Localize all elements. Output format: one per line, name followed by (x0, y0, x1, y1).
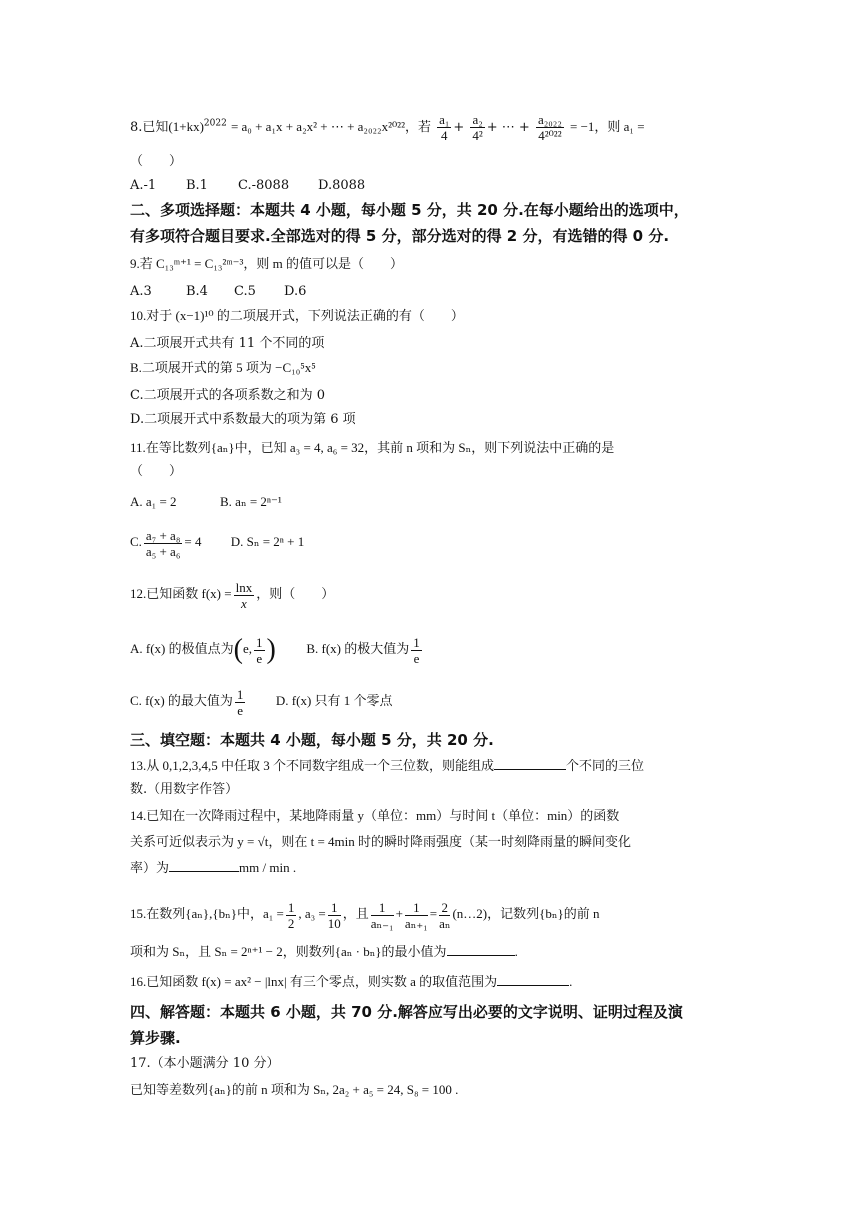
q12-options-ab: A. f(x) 的极值点为(e, $\frac{1}{e}$ ) B. f(x) 的极大值为 $\frac{1}{e}$ (130, 634, 420, 666)
q12-option-a-point: e, (242, 641, 252, 656)
q12-stem-tail: ，则（ ） (256, 586, 335, 601)
question-8-stem: 8.已知$(1+kx)^{2022} = a_0 + a_1x + a_2x^2$ + ⋯ + a₂₀₂₂x²⁰²²，若 $\frac{\text{a₁}}{4}$ + $\frac{\text{a₂}}{\text{4²}}$ + ⋯ + $\frac{\text{a₂₀₂₂}}{\text{4²⁰²²}}$ = −1，则 a₁ = (130, 112, 645, 143)
q13-answer-blank[interactable] (494, 757, 566, 770)
q12-b-num: 1 (413, 634, 420, 650)
question-9-stem: 9.若 C₁₃ᵐ⁺¹ = C₁₃²ᵐ⁻³，则 m 的值可以是（ ） (130, 256, 404, 271)
q8-f3-num: a₂₀₂₂ (537, 112, 562, 127)
q8-prefix: 8.已知 (130, 120, 169, 135)
q15-f3-num: 1 (371, 900, 394, 916)
q12-option-c-label: C. f(x) 的最大值为 (130, 693, 233, 708)
q12-options-cd (130, 680, 393, 722)
q15-tail: (n…2)，记数列{bₙ}的前 n (452, 906, 600, 921)
q12-b-den: e (413, 650, 420, 666)
q15-fraction-a3 (328, 900, 341, 931)
q11-options-cd (130, 522, 304, 562)
q15-prefix: 15.在数列{aₙ},{bₙ}中，a₁ = (130, 906, 284, 921)
q15-f2-den: 10 (327, 915, 341, 931)
q11-option-d: D. Sₙ = 2ⁿ + 1 (230, 534, 305, 549)
q15-f4-num: 1 (405, 900, 428, 916)
q11-option-c-fraction (144, 528, 182, 559)
question-15-line-2 (130, 942, 518, 962)
q8-f2-den: 4² (472, 128, 483, 143)
q12-option-a-fraction (254, 635, 265, 666)
q12-option-b-label: B. f(x) 的极大值为 (306, 641, 410, 656)
question-14-line-2: 关系可近似表示为 y = √t，则在 t = 4min 时的瞬时降雨强度（某一时刻降雨量的瞬间变化 (130, 834, 631, 849)
q15-f4-den: aₙ₊₁ (404, 915, 428, 931)
q11-option-c-label: C. (130, 534, 142, 549)
q15-f5-num: 2 (439, 900, 450, 916)
q8-f3-den: 4²⁰²² (538, 128, 562, 143)
q15-text-b: . (514, 944, 518, 959)
q12-option-d: D. f(x) 只有 1 个零点 (275, 693, 393, 708)
q14-answer-blank[interactable] (169, 859, 239, 872)
q8-paren: （ ） (130, 154, 183, 169)
q12-option-a-label: A. f(x) 的极值点为 (130, 641, 234, 656)
q12-option-c-fraction (235, 687, 246, 718)
q9-option-b: B.4 (186, 284, 208, 299)
q11-option-c-tail: = 4 (184, 534, 202, 549)
q12-c-den: e (237, 702, 244, 718)
question-16 (130, 972, 572, 992)
q15-f2-num: 1 (328, 900, 341, 916)
q8-option-a: A.-1 (130, 178, 157, 193)
q10-option-d: D.二项展开式中系数最大的项为第 6 项 (130, 412, 356, 427)
q15-text-a: 项和为 Sₙ，且 Sₙ = 2ⁿ⁺¹ − 2，则数列{aₙ · bₙ}的最小值为 (130, 944, 447, 959)
q8-f2-num: a₂ (472, 112, 483, 127)
q14-text-b: mm / min . (239, 860, 297, 875)
q10-option-a: A.二项展开式共有 11 个不同的项 (130, 336, 325, 351)
q15-f1-num: 1 (287, 899, 295, 915)
q15-mid2: ，且 (342, 906, 369, 921)
q16-text-b: . (569, 974, 573, 989)
q16-text-a: 16.已知函数 f(x) = ax² − |lnx| 有三个零点，则实数 a 的取值范围为 (130, 974, 498, 989)
question-13-line-2: 数.（用数字作答） (130, 782, 239, 797)
q11-c-den: a₅ + a₆ (145, 543, 181, 559)
question-17-stem: 已知等差数列{aₙ}的前 n 项和为 Sₙ, 2a₂ + a₅ = 24, S₈ = 100 . (130, 1082, 459, 1097)
q12-stem-den: x (241, 595, 247, 611)
q16-answer-blank[interactable] (497, 973, 569, 986)
q12-a-num: 1 (256, 634, 263, 650)
q13-text-b: 个不同的三位 (566, 758, 645, 773)
q11-c-num: a₇ + a₈ (145, 527, 181, 543)
q10-option-b: B.二项展开式的第 5 项为 −C₁₀⁵x⁵ (130, 360, 316, 375)
q14-text-a: 率）为 (130, 860, 170, 875)
section-2-heading-line-2: 有多项符合题目要求.全部选对的得 5 分，部分选对的得 2 分，有选错的得 0 分. (130, 227, 670, 245)
q11-options-ab (130, 492, 282, 512)
q15-f1-den: 2 (287, 915, 295, 931)
section-4-heading-line-2: 算步骤. (130, 1029, 181, 1047)
q8-fraction-1 (437, 112, 451, 143)
section-3-heading: 三、填空题：本题共 4 小题，每小题 5 分，共 20 分. (130, 731, 494, 749)
q15-f3-den: aₙ₋₁ (370, 915, 394, 931)
q12-stem-prefix: 12.已知函数 f(x) = (130, 586, 232, 601)
question-10-stem: 10.对于 (x−1)¹⁰ 的二项展开式，下列说法正确的有（ ） (130, 308, 464, 323)
question-14-line-3 (130, 858, 296, 878)
q12-stem-num: lnx (235, 579, 253, 595)
q8-tail: = −1，则 a₁ = (570, 119, 645, 134)
q10-option-c: C.二项展开式的各项系数之和为 0 (130, 388, 326, 403)
q8-f1-num: a₁ (439, 112, 450, 127)
question-15-line-1: 15.在数列{aₙ},{bₙ}中，a₁ = $\frac{1}{2}$ , a₃ = $\frac{1}{10}$ ，且 $\frac{1}{\text{aₙ₋₁}}$ + $\frac{1}{\text{aₙ₊₁}}$ = $\frac{2}{\text{aₙ}}$ (n…2)，记数列{bₙ}的前 n (130, 899, 600, 931)
q12-c-num: 1 (236, 686, 244, 702)
q15-fraction-a1 (286, 900, 297, 931)
q9-options (130, 282, 306, 302)
question-11-stem: 11.在等比数列{aₙ}中，已知 a₃ = 4, a₆ = 32，其前 n 项和为 Sₙ，则下列说法中正确的是 (130, 440, 615, 455)
q9-option-c: C.5 (234, 284, 256, 299)
q8-fraction-2 (470, 112, 484, 143)
q11-option-b: B. aₙ = 2ⁿ⁻¹ (220, 494, 282, 509)
question-14-line-1: 14.已知在一次降雨过程中，某地降雨量 y（单位：mm）与时间 t（单位：min）的函数 (130, 808, 620, 823)
q8-option-d: D.8088 (318, 178, 366, 193)
section-4-heading-line-1: 四、解答题：本题共 6 小题，共 70 分.解答应写出必要的文字说明、证明过程及演 (130, 1003, 683, 1021)
q15-fraction-next (405, 900, 428, 931)
q8-options (130, 176, 365, 196)
q15-fraction-prev (371, 900, 394, 931)
q9-option-d: D.6 (284, 284, 307, 299)
q8-fraction-3 (536, 112, 564, 143)
question-12-stem (130, 574, 334, 614)
q15-mid: , a₃ = (298, 906, 326, 921)
q13-text-a: 13.从 0,1,2,3,4,5 中任取 3 个不同数字组成一个三位数，则能组成 (130, 758, 495, 773)
q8-base: (1+kx) (168, 119, 204, 134)
q15-f5-den: aₙ (439, 915, 451, 931)
q8-option-b: B.1 (186, 178, 208, 193)
question-17-header: 17.（本小题满分 10 分） (130, 1056, 280, 1071)
q8-expansion: = a₀ + a₁x + a₂x² + ⋯ + a₂₀₂₂x²⁰²²，若 (230, 119, 431, 134)
q11-paren: （ ） (130, 464, 183, 479)
q8-option-c: C.-8088 (238, 178, 290, 193)
section-2-heading-line-1: 二、多项选择题：本题共 4 小题，每小题 5 分，共 20 分.在每小题给出的选项中， (130, 201, 689, 219)
q15-answer-blank[interactable] (447, 943, 515, 956)
q9-option-a: A.3 (130, 284, 152, 299)
q8-f1-den: 4 (441, 128, 448, 143)
question-13-line-1 (130, 756, 644, 776)
q12-stem-fraction (234, 580, 255, 611)
q11-option-a: A. a₁ = 2 (130, 494, 177, 509)
q12-a-den: e (256, 650, 263, 666)
q8-exp: 2022 (203, 118, 227, 129)
q15-fraction-cur (439, 900, 450, 931)
q12-option-b-fraction (411, 635, 422, 666)
